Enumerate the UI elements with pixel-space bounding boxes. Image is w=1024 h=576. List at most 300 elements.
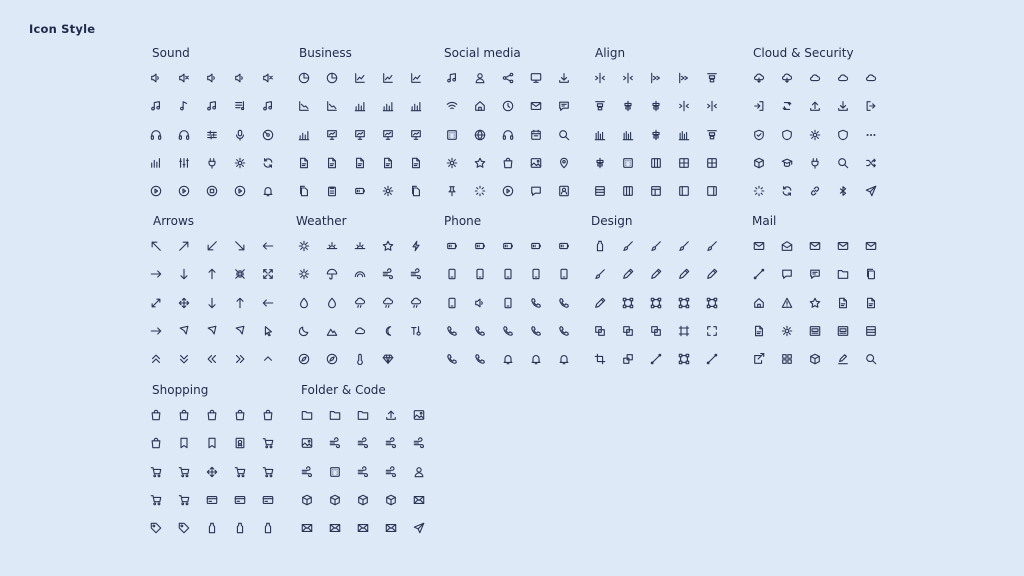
music-notes-icon[interactable] (142, 92, 170, 120)
settings-icon[interactable] (438, 149, 466, 177)
cloud-icon[interactable] (857, 64, 885, 92)
area-chart-icon[interactable] (402, 64, 430, 92)
window-plus-icon[interactable] (321, 429, 349, 457)
headphones-icon[interactable] (142, 121, 170, 149)
speaker-mute-icon[interactable] (254, 64, 282, 92)
battery-half-icon[interactable] (466, 232, 494, 260)
cart-up-icon[interactable] (170, 486, 198, 514)
card-icon[interactable] (198, 486, 226, 514)
cloud-snow-icon[interactable] (374, 289, 402, 317)
envelope-open-icon[interactable] (293, 514, 321, 542)
loader-icon[interactable] (466, 177, 494, 205)
nav-down-right-icon[interactable] (226, 317, 254, 345)
refresh-icon[interactable] (254, 149, 282, 177)
window-dot-icon[interactable] (293, 458, 321, 486)
window-code-icon[interactable] (405, 429, 433, 457)
card-check-icon[interactable] (226, 486, 254, 514)
bell-icon[interactable] (494, 345, 522, 373)
phone-notch-icon[interactable] (522, 289, 550, 317)
drops-icon[interactable] (318, 289, 346, 317)
resize-icon[interactable] (142, 289, 170, 317)
sun-low-icon[interactable] (290, 260, 318, 288)
collapse-icon[interactable] (226, 260, 254, 288)
badge-icon[interactable] (226, 429, 254, 457)
pencil-icon[interactable] (586, 289, 614, 317)
align-columns-icon[interactable] (670, 121, 698, 149)
folder-icon[interactable] (829, 260, 857, 288)
cloud-check-icon[interactable] (829, 64, 857, 92)
align-vertical-icon[interactable] (698, 92, 726, 120)
align-rows-icon[interactable] (698, 121, 726, 149)
window-check-icon[interactable] (377, 429, 405, 457)
combine-icon[interactable] (642, 317, 670, 345)
layout-grid-icon[interactable] (614, 149, 642, 177)
speaker-mid-icon[interactable] (198, 64, 226, 92)
note-alt-icon[interactable] (745, 317, 773, 345)
phone-handset-icon[interactable] (438, 317, 466, 345)
bell-icon[interactable] (254, 177, 282, 205)
shield-icon[interactable] (829, 121, 857, 149)
home-icon[interactable] (745, 289, 773, 317)
headphones-icon[interactable] (494, 121, 522, 149)
chevron-up-icon[interactable] (254, 345, 282, 373)
line-nodes-icon[interactable] (670, 345, 698, 373)
folder-upload-icon[interactable] (377, 401, 405, 429)
fullscreen-icon[interactable] (698, 317, 726, 345)
phone-call-icon[interactable] (550, 289, 578, 317)
note-icon[interactable] (829, 289, 857, 317)
eraser-icon[interactable] (642, 260, 670, 288)
battery-low-icon[interactable] (494, 232, 522, 260)
mail-x-icon[interactable] (857, 232, 885, 260)
text-box-icon[interactable] (801, 345, 829, 373)
thermometer-icon[interactable] (346, 345, 374, 373)
bell-alt-icon[interactable] (522, 345, 550, 373)
box-icon[interactable] (745, 149, 773, 177)
cart-check-icon[interactable] (170, 458, 198, 486)
layout-icon[interactable] (857, 317, 885, 345)
cloud-icon[interactable] (346, 317, 374, 345)
arrow-down-icon[interactable] (170, 260, 198, 288)
bookmark-icon[interactable] (170, 429, 198, 457)
compass-icon[interactable] (290, 345, 318, 373)
battery-empty-icon[interactable] (550, 232, 578, 260)
newspaper-icon[interactable] (801, 317, 829, 345)
audio-bars-icon[interactable] (142, 149, 170, 177)
line-dots-icon[interactable] (698, 345, 726, 373)
nav-down-left-icon[interactable] (170, 317, 198, 345)
bar-chart-up-icon[interactable] (402, 92, 430, 120)
folder-plus-icon[interactable] (321, 401, 349, 429)
star-icon[interactable] (801, 289, 829, 317)
search-icon[interactable] (550, 121, 578, 149)
drop-icon[interactable] (290, 289, 318, 317)
align-stack-icon[interactable] (642, 121, 670, 149)
refresh-icon[interactable] (773, 177, 801, 205)
nodes-icon[interactable] (698, 289, 726, 317)
sync-icon[interactable] (773, 92, 801, 120)
folder-icon[interactable] (293, 401, 321, 429)
magic-icon[interactable] (698, 232, 726, 260)
inbox-full-icon[interactable] (321, 486, 349, 514)
vector-icon[interactable] (614, 289, 642, 317)
playlist-icon[interactable] (226, 92, 254, 120)
palette-icon[interactable] (642, 232, 670, 260)
layout-split-icon[interactable] (642, 149, 670, 177)
window-code-alt-icon[interactable] (349, 458, 377, 486)
diamond-icon[interactable] (374, 345, 402, 373)
calculator-bars-icon[interactable] (290, 121, 318, 149)
star-icon[interactable] (466, 149, 494, 177)
export-icon[interactable] (745, 345, 773, 373)
clipboard-icon[interactable] (318, 177, 346, 205)
envelope-send-icon[interactable] (405, 514, 433, 542)
bag-heart-icon[interactable] (226, 401, 254, 429)
cross-tools-icon[interactable] (586, 260, 614, 288)
line-chart-up-icon[interactable] (374, 64, 402, 92)
speaker-high-icon[interactable] (226, 64, 254, 92)
share-icon[interactable] (494, 64, 522, 92)
shield-settings-icon[interactable] (801, 121, 829, 149)
crop-icon[interactable] (586, 345, 614, 373)
temperature-icon[interactable] (402, 317, 430, 345)
bottle-icon[interactable] (198, 514, 226, 542)
cart-remove-icon[interactable] (198, 458, 226, 486)
bar-chart-alt-icon[interactable] (374, 92, 402, 120)
text-lines-icon[interactable] (745, 260, 773, 288)
alert-icon[interactable] (773, 289, 801, 317)
arrow-up-right-icon[interactable] (170, 232, 198, 260)
pie-chart-icon[interactable] (290, 64, 318, 92)
arrow-up-icon[interactable] (198, 260, 226, 288)
distribute-v-icon[interactable] (614, 121, 642, 149)
align-distribute-icon[interactable] (670, 92, 698, 120)
cart-plus-icon[interactable] (142, 458, 170, 486)
folder-image-icon[interactable] (405, 401, 433, 429)
arrow-right-sharp-icon[interactable] (142, 317, 170, 345)
login-icon[interactable] (745, 92, 773, 120)
stamp-icon[interactable] (586, 232, 614, 260)
frame-icon[interactable] (670, 317, 698, 345)
stop-circle-icon[interactable] (198, 177, 226, 205)
calendar-icon[interactable] (522, 121, 550, 149)
presentation-chart-icon[interactable] (402, 121, 430, 149)
cloud-upload-icon[interactable] (745, 64, 773, 92)
pie-chart-alt-icon[interactable] (318, 64, 346, 92)
sliders-icon[interactable] (170, 149, 198, 177)
document-icon[interactable] (290, 149, 318, 177)
align-base-icon[interactable] (586, 149, 614, 177)
grid-icon[interactable] (438, 121, 466, 149)
mountain-icon[interactable] (318, 317, 346, 345)
cloud-music-icon[interactable] (198, 92, 226, 120)
inbox-icon[interactable] (293, 486, 321, 514)
arrow-down-left-icon[interactable] (198, 232, 226, 260)
vinyl-icon[interactable] (254, 121, 282, 149)
image-icon[interactable] (522, 149, 550, 177)
ruler-icon[interactable] (698, 260, 726, 288)
document-list-icon[interactable] (374, 149, 402, 177)
envelope-icon[interactable] (405, 486, 433, 514)
inbox-up-icon[interactable] (377, 486, 405, 514)
phone-speaker-icon[interactable] (466, 289, 494, 317)
cart-x-icon[interactable] (226, 458, 254, 486)
chevrons-right-icon[interactable] (226, 345, 254, 373)
envelope-x-icon[interactable] (349, 514, 377, 542)
brush-icon[interactable] (614, 232, 642, 260)
clock-icon[interactable] (494, 92, 522, 120)
chat-bubble-icon[interactable] (773, 260, 801, 288)
bag-check-icon[interactable] (198, 401, 226, 429)
wifi-icon[interactable] (438, 92, 466, 120)
bag-icon[interactable] (494, 149, 522, 177)
phones-icon[interactable] (550, 260, 578, 288)
align-bottom-icon[interactable] (586, 92, 614, 120)
microphone-icon[interactable] (226, 121, 254, 149)
layers-icon[interactable] (586, 317, 614, 345)
distribute-h-icon[interactable] (586, 121, 614, 149)
presentation-icon[interactable] (318, 121, 346, 149)
anchor-icon[interactable] (670, 289, 698, 317)
mail-check-icon[interactable] (829, 232, 857, 260)
bookmark-x-icon[interactable] (198, 429, 226, 457)
highlighter-icon[interactable] (614, 260, 642, 288)
window-user-icon[interactable] (405, 458, 433, 486)
layout-rows-icon[interactable] (586, 177, 614, 205)
sunset-icon[interactable] (346, 232, 374, 260)
plug-icon[interactable] (198, 149, 226, 177)
inbox-down-icon[interactable] (349, 486, 377, 514)
arrow-up-left-icon[interactable] (142, 232, 170, 260)
logout-icon[interactable] (857, 92, 885, 120)
align-right-edge-icon[interactable] (670, 64, 698, 92)
document-copy-icon[interactable] (290, 177, 318, 205)
phone-dock-icon[interactable] (438, 289, 466, 317)
contact-icon[interactable] (550, 177, 578, 205)
cart-icon[interactable] (254, 429, 282, 457)
link-icon[interactable] (801, 177, 829, 205)
sunrise-icon[interactable] (318, 232, 346, 260)
phone-blocked-icon[interactable] (550, 317, 578, 345)
cart-down-icon[interactable] (142, 486, 170, 514)
search-icon[interactable] (829, 149, 857, 177)
layout-quarters-icon[interactable] (670, 149, 698, 177)
shield-check-icon[interactable] (745, 121, 773, 149)
apps-icon[interactable] (773, 345, 801, 373)
cart-add-icon[interactable] (254, 458, 282, 486)
tag-check-icon[interactable] (170, 514, 198, 542)
forward-circle-icon[interactable] (226, 177, 254, 205)
window-x-icon[interactable] (377, 458, 405, 486)
line-icon[interactable] (642, 345, 670, 373)
chat-lines-icon[interactable] (801, 260, 829, 288)
cloud-storm-icon[interactable] (402, 289, 430, 317)
copy-icon[interactable] (614, 317, 642, 345)
files-icon[interactable] (857, 260, 885, 288)
compass-alt-icon[interactable] (318, 345, 346, 373)
moon-stars-icon[interactable] (374, 232, 402, 260)
layout-cross-icon[interactable] (698, 149, 726, 177)
card-x-icon[interactable] (254, 486, 282, 514)
envelope-check-icon[interactable] (321, 514, 349, 542)
home-icon[interactable] (466, 92, 494, 120)
chat-icon[interactable] (522, 177, 550, 205)
pin-icon[interactable] (438, 177, 466, 205)
nav-up-right-icon[interactable] (198, 317, 226, 345)
play-circle-icon[interactable] (170, 177, 198, 205)
mail-icon[interactable] (522, 92, 550, 120)
phone-off-icon[interactable] (466, 260, 494, 288)
phone-incoming-icon[interactable] (494, 317, 522, 345)
umbrella-icon[interactable] (318, 260, 346, 288)
phone-charge-icon[interactable] (494, 289, 522, 317)
globe-icon[interactable] (466, 121, 494, 149)
align-top-bars-icon[interactable] (698, 64, 726, 92)
chevrons-up-icon[interactable] (142, 345, 170, 373)
wind-icon[interactable] (374, 260, 402, 288)
send-icon[interactable] (857, 177, 885, 205)
more-icon[interactable] (857, 121, 885, 149)
lightning-icon[interactable] (402, 232, 430, 260)
folder-check-icon[interactable] (349, 401, 377, 429)
search-icon[interactable] (857, 345, 885, 373)
document-icon[interactable] (857, 289, 885, 317)
settings-icon[interactable] (773, 317, 801, 345)
bezier-icon[interactable] (642, 289, 670, 317)
documents-icon[interactable] (402, 177, 430, 205)
speaker-low-icon[interactable] (142, 64, 170, 92)
music-notes-alt-icon[interactable] (254, 92, 282, 120)
arrow-right-icon[interactable] (142, 260, 170, 288)
music-note-icon[interactable] (170, 92, 198, 120)
layout-right-icon[interactable] (698, 177, 726, 205)
monitor-icon[interactable] (522, 64, 550, 92)
trend-down-icon[interactable] (290, 92, 318, 120)
cloud-rain-icon[interactable] (346, 289, 374, 317)
phone-missed-icon[interactable] (466, 317, 494, 345)
download-tray-icon[interactable] (829, 92, 857, 120)
projector-icon[interactable] (374, 121, 402, 149)
move-icon[interactable] (170, 289, 198, 317)
message-icon[interactable] (550, 92, 578, 120)
chevrons-down-icon[interactable] (170, 345, 198, 373)
align-v-split-icon[interactable] (614, 64, 642, 92)
trend-flat-icon[interactable] (318, 92, 346, 120)
moon-icon[interactable] (290, 317, 318, 345)
phone-vibrate-icon[interactable] (438, 260, 466, 288)
bar-chart-icon[interactable] (346, 92, 374, 120)
mail-send-icon[interactable] (801, 232, 829, 260)
window-grid-icon[interactable] (321, 458, 349, 486)
line-chart-icon[interactable] (346, 64, 374, 92)
empty-icon[interactable] (402, 345, 430, 373)
layout-header-icon[interactable] (642, 177, 670, 205)
phone-lock-icon[interactable] (522, 260, 550, 288)
shield-alt-icon[interactable] (773, 121, 801, 149)
loader-icon[interactable] (745, 177, 773, 205)
phone-signal-icon[interactable] (494, 260, 522, 288)
cursor-icon[interactable] (254, 317, 282, 345)
user-icon[interactable] (466, 64, 494, 92)
mail-icon[interactable] (745, 232, 773, 260)
align-middle-icon[interactable] (614, 92, 642, 120)
bag-plus-icon[interactable] (170, 401, 198, 429)
mail-open-icon[interactable] (773, 232, 801, 260)
layout-columns-icon[interactable] (614, 177, 642, 205)
phone-outgoing-icon[interactable] (522, 317, 550, 345)
bag-lock-icon[interactable] (142, 429, 170, 457)
arrow-down-sharp-icon[interactable] (198, 289, 226, 317)
layout-sidebar-icon[interactable] (670, 177, 698, 205)
article-icon[interactable] (829, 317, 857, 345)
wave-icon[interactable] (402, 260, 430, 288)
pen-tool-icon[interactable] (670, 260, 698, 288)
bottle-lock-icon[interactable] (254, 514, 282, 542)
tag-icon[interactable] (142, 514, 170, 542)
align-center-icon[interactable] (642, 92, 670, 120)
music-icon[interactable] (438, 64, 466, 92)
chevrons-left-icon[interactable] (198, 345, 226, 373)
bottle-alt-icon[interactable] (226, 514, 254, 542)
bag-dollar-icon[interactable] (254, 401, 282, 429)
cloud-sync-icon[interactable] (801, 64, 829, 92)
document-edit-icon[interactable] (402, 149, 430, 177)
shapes-icon[interactable] (614, 345, 642, 373)
crescent-icon[interactable] (374, 317, 402, 345)
presentation-board-icon[interactable] (346, 121, 374, 149)
window-image-icon[interactable] (293, 429, 321, 457)
arrow-left-icon[interactable] (254, 232, 282, 260)
align-h-center-icon[interactable] (586, 64, 614, 92)
speaker-off-icon[interactable] (170, 64, 198, 92)
gear-icon[interactable] (374, 177, 402, 205)
sun-icon[interactable] (290, 232, 318, 260)
cloud-download-icon[interactable] (773, 64, 801, 92)
upload-icon[interactable] (801, 92, 829, 120)
location-icon[interactable] (550, 149, 578, 177)
battery-icon[interactable] (346, 177, 374, 205)
graduation-icon[interactable] (773, 149, 801, 177)
arrow-left-sharp-icon[interactable] (254, 289, 282, 317)
bag-icon[interactable] (142, 401, 170, 429)
battery-charging-icon[interactable] (522, 232, 550, 260)
headset-icon[interactable] (170, 121, 198, 149)
equalizer-icon[interactable] (198, 121, 226, 149)
phone-forward-icon[interactable] (438, 345, 466, 373)
play-icon[interactable] (494, 177, 522, 205)
shuffle-icon[interactable] (857, 149, 885, 177)
edit-icon[interactable] (829, 345, 857, 373)
plug-icon[interactable] (801, 149, 829, 177)
rainbow-icon[interactable] (346, 260, 374, 288)
window-list-icon[interactable] (349, 429, 377, 457)
expand-icon[interactable] (254, 260, 282, 288)
arrow-down-right-icon[interactable] (226, 232, 254, 260)
bluetooth-icon[interactable] (829, 177, 857, 205)
document-text-icon[interactable] (318, 149, 346, 177)
arrow-up-sharp-icon[interactable] (226, 289, 254, 317)
paint-icon[interactable] (670, 232, 698, 260)
align-left-edge-icon[interactable] (642, 64, 670, 92)
phone-no-icon[interactable] (466, 345, 494, 373)
settings-icon[interactable] (226, 149, 254, 177)
bell-off-icon[interactable] (550, 345, 578, 373)
download-icon[interactable] (550, 64, 578, 92)
document-chart-icon[interactable] (346, 149, 374, 177)
rewind-circle-icon[interactable] (142, 177, 170, 205)
battery-full-icon[interactable] (438, 232, 466, 260)
envelope-plus-icon[interactable] (377, 514, 405, 542)
